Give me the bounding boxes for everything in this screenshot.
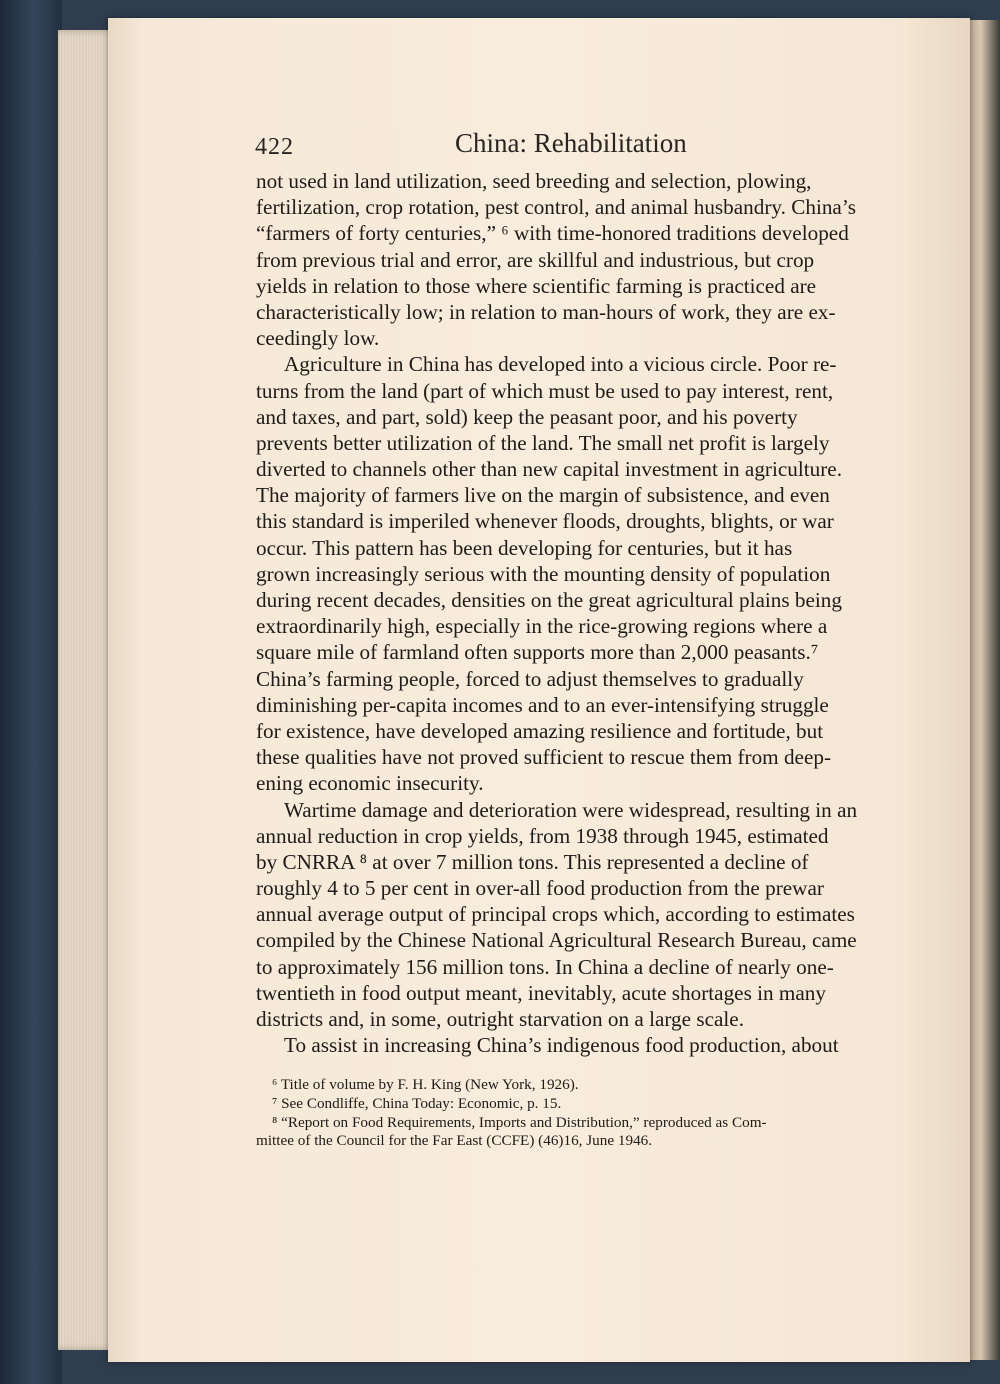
body-line: fertilization, crop rotation, pest control, and animal husbandry. China’s bbox=[256, 195, 856, 220]
body-line: for existence, have developed amazing resilience and fortitude, but bbox=[256, 718, 824, 743]
body-line: square mile of farmland often supports more than 2,000 peasants.⁷ bbox=[256, 640, 819, 665]
body-line: diverted to channels other than new capital investment in agriculture. bbox=[256, 457, 842, 482]
body-line: turns from the land (part of which must be used to pay interest, rent, bbox=[256, 378, 834, 403]
body-line: roughly 4 to 5 per cent in over-all food production from the prewar bbox=[256, 876, 824, 901]
body-line: from previous trial and error, are skillful and industrious, but crop bbox=[256, 247, 815, 272]
body-line: ceedingly low. bbox=[256, 326, 380, 351]
body-line: characteristically low; in relation to man-hours of work, they are ex- bbox=[256, 299, 836, 324]
body-line: extraordinarily high, especially in the rice-growing regions where a bbox=[256, 614, 828, 639]
body-line: To assist in increasing China’s indigenous food production, about bbox=[284, 1033, 839, 1058]
body-line: to approximately 156 million tons. In China a decline of nearly one- bbox=[256, 954, 834, 979]
body-text bbox=[256, 168, 906, 1058]
body-line: this standard is imperiled whenever floods, droughts, blights, or war bbox=[256, 509, 834, 534]
footnote-8-continued: mittee of the Council for the Far East (CCFE) (46)16, June 1946. bbox=[256, 1132, 653, 1150]
body-line: diminishing per-capita incomes and to an ever-intensifying struggle bbox=[256, 692, 829, 717]
body-line: “farmers of forty centuries,” ⁶ with time-honored traditions developed bbox=[256, 221, 849, 246]
footnote-6: ⁶ Title of volume by F. H. King (New York, 1926). bbox=[272, 1076, 579, 1093]
body-line: Wartime damage and deterioration were widespread, resulting in an bbox=[284, 797, 858, 822]
body-line: grown increasingly serious with the mounting density of population bbox=[256, 561, 831, 586]
body-line: yields in relation to those where scientific farming is practiced are bbox=[256, 273, 817, 298]
book-cover-edge bbox=[0, 0, 62, 1384]
body-line: twentieth in food output meant, inevitably, acute shortages in many bbox=[256, 980, 826, 1005]
body-line: these qualities have not proved sufficient to rescue them from deep- bbox=[256, 745, 832, 770]
body-line: not used in land utilization, seed breeding and selection, plowing, bbox=[256, 169, 812, 193]
page-number: 422 bbox=[255, 134, 294, 160]
body-line: The majority of farmers live on the margin of subsistence, and even bbox=[256, 483, 830, 508]
body-line: annual average output of principal crops which, according to estimates bbox=[256, 902, 855, 927]
body-line: ening economic insecurity. bbox=[256, 771, 484, 796]
footnote-8: ⁸ “Report on Food Requirements, Imports and Distribution,” reproduced as Com- bbox=[272, 1113, 767, 1131]
running-title: China: Rehabilitation bbox=[455, 128, 687, 158]
body-line: occur. This pattern has been developing for centuries, but it has bbox=[256, 535, 793, 560]
body-line: China’s farming people, forced to adjust themselves to gradually bbox=[256, 666, 804, 691]
body-line: during recent decades, densities on the great agricultural plains being bbox=[256, 588, 842, 612]
body-line: and taxes, and part, sold) keep the peasant poor, and his poverty bbox=[256, 404, 798, 429]
right-page-edge bbox=[968, 20, 1000, 1360]
body-line: districts and, in some, outright starvation on a large scale. bbox=[256, 1007, 744, 1031]
page-header bbox=[255, 128, 905, 164]
footnote-7: ⁷ See Condliffe, China Today: Economic, p. 15. bbox=[272, 1094, 562, 1112]
body-line: prevents better utilization of the land. The small net profit is largely bbox=[256, 430, 830, 455]
body-line: compiled by the Chinese National Agricultural Research Bureau, came bbox=[256, 928, 857, 953]
body-line: by CNRRA ⁸ at over 7 million tons. This represented a decline of bbox=[256, 849, 809, 874]
footnotes bbox=[256, 1076, 908, 1151]
body-line: Agriculture in China has developed into a vicious circle. Poor re- bbox=[284, 352, 837, 377]
body-line: annual reduction in crop yields, from 1938 through 1945, estimated bbox=[256, 823, 829, 848]
